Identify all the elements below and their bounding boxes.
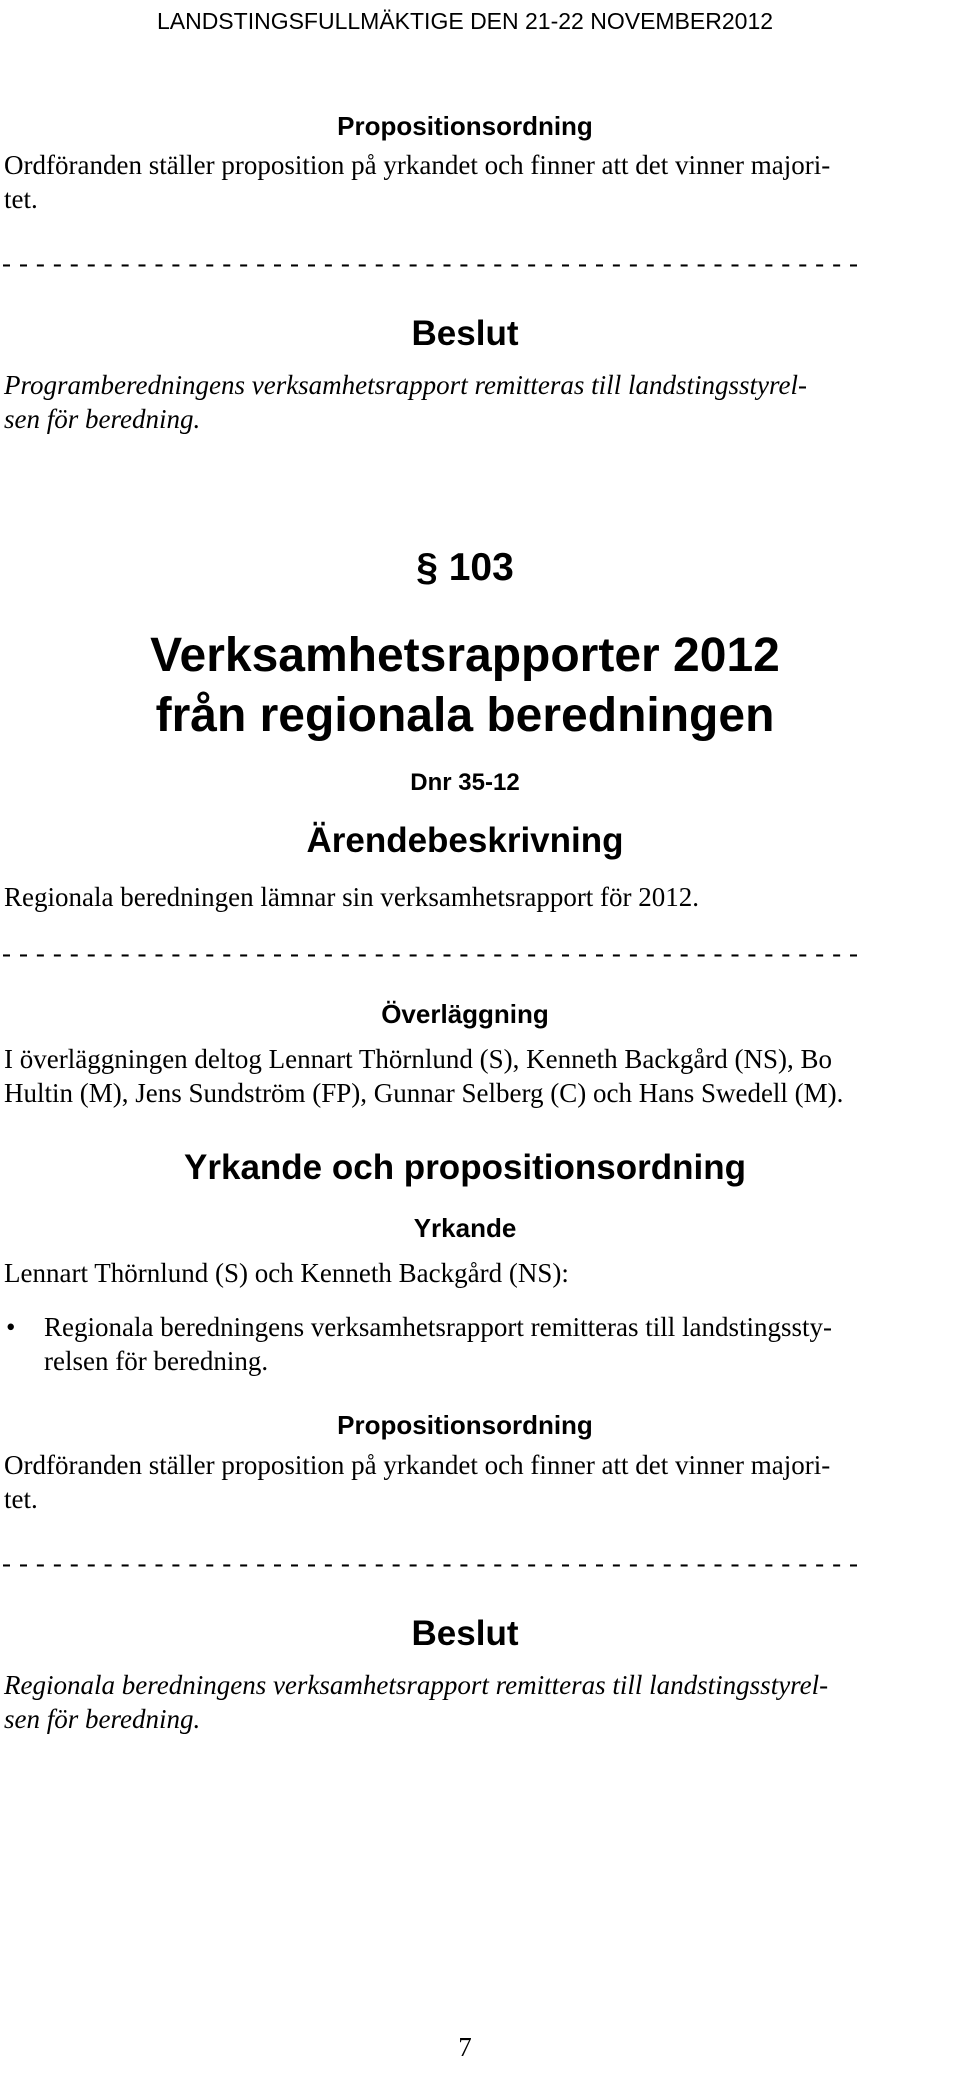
- text-line: I överläggningen deltog Lennart Thörnlund (S), Kenneth Backgård (NS), Bo: [4, 1044, 833, 1074]
- propositionsordning-text: [4, 148, 924, 216]
- title-line: från regionala beredningen: [155, 689, 775, 742]
- text-line: Ordföranden ställer proposition på yrkandet och finner att det vinner majori-: [4, 150, 831, 180]
- yrkande-heading: Yrkande: [413, 1213, 517, 1243]
- text-line: relsen för beredning.: [44, 1346, 269, 1376]
- beslut-heading: Beslut: [411, 1614, 519, 1653]
- text-line: sen för beredning.: [4, 1704, 201, 1734]
- paragraph-number: § 103: [416, 546, 514, 589]
- bullet-marker: •: [6, 1312, 16, 1342]
- text-line: Regionala beredningens verksamhetsrapport remitteras till landstingsstyrel-: [4, 1670, 829, 1700]
- text-line: tet.: [4, 1484, 38, 1514]
- running-header: LANDSTINGSFULLMÄKTIGE DEN 21-22 NOVEMBER2012: [156, 8, 774, 34]
- title-line: Verksamhetsrapporter 2012: [150, 629, 780, 682]
- bullet-item: [44, 1310, 924, 1378]
- text-line: tet.: [4, 184, 38, 214]
- text-line: sen för beredning.: [4, 404, 201, 434]
- overlaggning-heading: Överläggning: [381, 999, 549, 1029]
- document-title: [0, 626, 930, 746]
- propositionsordning-heading: Propositionsordning: [337, 111, 593, 141]
- text-line: Ordföranden ställer proposition på yrkandet och finner att det vinner majori-: [4, 1450, 831, 1480]
- separator-line: - - - - - - - - - - - - - - - - - - - - - - - - - - - - - - - - - - - - - - - - - - - - - - - - - - -: [2, 248, 859, 278]
- beslut-text: [4, 368, 924, 436]
- propositionsordning-heading: Propositionsordning: [337, 1410, 593, 1440]
- yrkande-intro: Lennart Thörnlund (S) och Kenneth Backgård (NS):: [4, 1258, 569, 1288]
- arendebeskrivning-text: Regionala beredningen lämnar sin verksamhetsrapport för 2012.: [4, 882, 700, 912]
- page-number: 7: [458, 2032, 472, 2062]
- text-line: Hultin (M), Jens Sundström (FP), Gunnar Selberg (C) och Hans Swedell (M).: [4, 1078, 844, 1108]
- separator-line: - - - - - - - - - - - - - - - - - - - - - - - - - - - - - - - - - - - - - - - - - - - - - - - - - - -: [2, 938, 859, 968]
- overlaggning-text: [4, 1042, 924, 1110]
- propositionsordning-text: [4, 1448, 924, 1516]
- yrkande-propositionsordning-heading: Yrkande och propositionsordning: [184, 1148, 746, 1187]
- beslut-heading: Beslut: [411, 314, 519, 353]
- separator-line: - - - - - - - - - - - - - - - - - - - - - - - - - - - - - - - - - - - - - - - - - - - - - - - - - - -: [2, 1548, 859, 1578]
- text-line: Programberedningens verksamhetsrapport remitteras till landstingsstyrel-: [4, 370, 807, 400]
- beslut-text: [4, 1668, 924, 1736]
- diary-number: Dnr 35-12: [410, 769, 520, 796]
- text-line: Regionala beredningens verksamhetsrapport remitteras till landstingssty-: [44, 1312, 833, 1342]
- arendebeskrivning-heading: Ärendebeskrivning: [306, 821, 624, 860]
